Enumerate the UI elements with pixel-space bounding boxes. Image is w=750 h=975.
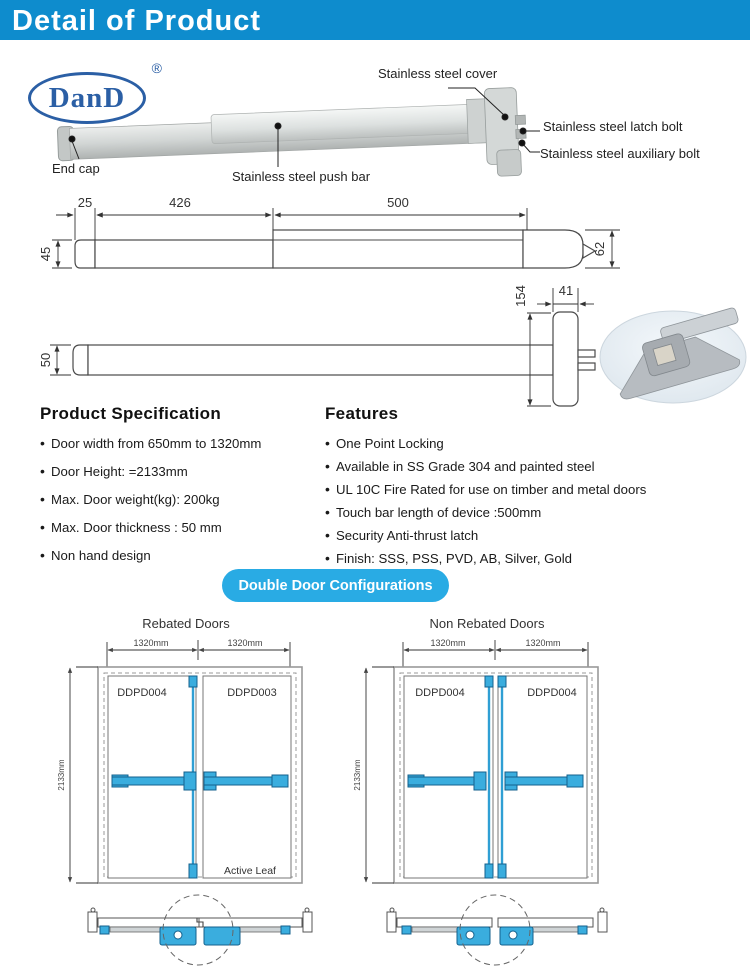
diagram-title: Rebated Doors bbox=[142, 616, 230, 631]
dim-door-width: 1320mm bbox=[525, 638, 561, 648]
features-heading: Features bbox=[325, 404, 399, 423]
features-list bbox=[325, 436, 745, 566]
door-model: DDPD004 bbox=[527, 687, 577, 699]
feature-item: • One Point Locking bbox=[325, 436, 745, 451]
diagram-non-rebated-doors bbox=[353, 616, 607, 965]
spec-item: • Door width from 650mm to 1320mm bbox=[40, 436, 325, 451]
spec-item: • Max. Door thickness : 50 mm bbox=[40, 520, 325, 535]
dim-25: 25 bbox=[77, 195, 93, 210]
dim-door-width: 1320mm bbox=[227, 638, 263, 648]
feature-item: • Available in SS Grade 304 and painted steel bbox=[325, 459, 745, 474]
feature-item: • Security Anti-thrust latch bbox=[325, 528, 745, 543]
dim-62: 62 bbox=[592, 241, 607, 257]
button-label: Double Door Configurations bbox=[238, 577, 433, 594]
door-model: DDPD004 bbox=[117, 687, 167, 699]
diagram-title: Non Rebated Doors bbox=[429, 616, 545, 631]
dim-154: 154 bbox=[513, 285, 528, 307]
door-model: DDPD004 bbox=[415, 687, 465, 699]
dimension-drawing-bottom bbox=[0, 280, 750, 410]
logo-text: DanD bbox=[48, 81, 126, 114]
plan-view-rebated bbox=[88, 895, 312, 965]
label-end-cap: End cap bbox=[52, 161, 100, 176]
spec-list bbox=[40, 436, 325, 563]
door-configuration-diagrams bbox=[0, 612, 750, 975]
label-stainless-steel-push-bar: Stainless steel push bar bbox=[232, 169, 371, 184]
latch-bolt-part bbox=[515, 115, 525, 124]
double-door-configurations-button[interactable] bbox=[222, 569, 449, 602]
latch-detail-photo bbox=[600, 307, 750, 403]
device-outline bbox=[75, 230, 595, 268]
dim-41: 41 bbox=[558, 283, 574, 298]
header-banner bbox=[0, 0, 750, 40]
label-stainless-steel-cover: Stainless steel cover bbox=[378, 66, 498, 81]
spec-item: • Non hand design bbox=[40, 548, 325, 563]
feature-item: • Touch bar length of device :500mm bbox=[325, 505, 745, 520]
dimension-drawing-top bbox=[0, 195, 750, 287]
dim-door-height: 2133mm bbox=[353, 759, 362, 791]
active-leaf-label: Active Leaf bbox=[224, 865, 276, 877]
spec-item: • Door Height: =2133mm bbox=[40, 464, 325, 479]
label-stainless-steel-latch-bolt: Stainless steel latch bolt bbox=[543, 119, 683, 134]
label-stainless-steel-auxiliary-bolt: Stainless steel auxiliary bolt bbox=[540, 146, 700, 161]
spec-item: • Max. Door weight(kg): 200kg bbox=[40, 492, 325, 507]
dim-50: 50 bbox=[38, 352, 53, 368]
feature-item: • UL 10C Fire Rated for use on timber and metal doors bbox=[325, 482, 745, 497]
dim-door-width: 1320mm bbox=[133, 638, 169, 648]
device-outline-side bbox=[73, 312, 595, 406]
dim-500: 500 bbox=[387, 195, 409, 210]
door-model: DDPD003 bbox=[227, 687, 277, 699]
diagram-rebated-doors bbox=[57, 616, 312, 965]
spec-heading: Product Specification bbox=[40, 404, 222, 423]
page-title: Detail of Product bbox=[12, 5, 262, 37]
head-bracket-part bbox=[497, 149, 522, 176]
feature-item: • Finish: SSS, PSS, PVD, AB, Silver, Gold bbox=[325, 551, 745, 566]
dim-426: 426 bbox=[169, 195, 191, 210]
dim-45: 45 bbox=[38, 246, 53, 262]
dim-door-height: 2133mm bbox=[57, 759, 66, 791]
dim-door-width: 1320mm bbox=[430, 638, 466, 648]
features-section bbox=[325, 404, 745, 574]
product-specification-section bbox=[40, 404, 325, 576]
registered-trademark-icon: ® bbox=[151, 60, 162, 76]
plan-view-non-rebated bbox=[387, 895, 607, 965]
